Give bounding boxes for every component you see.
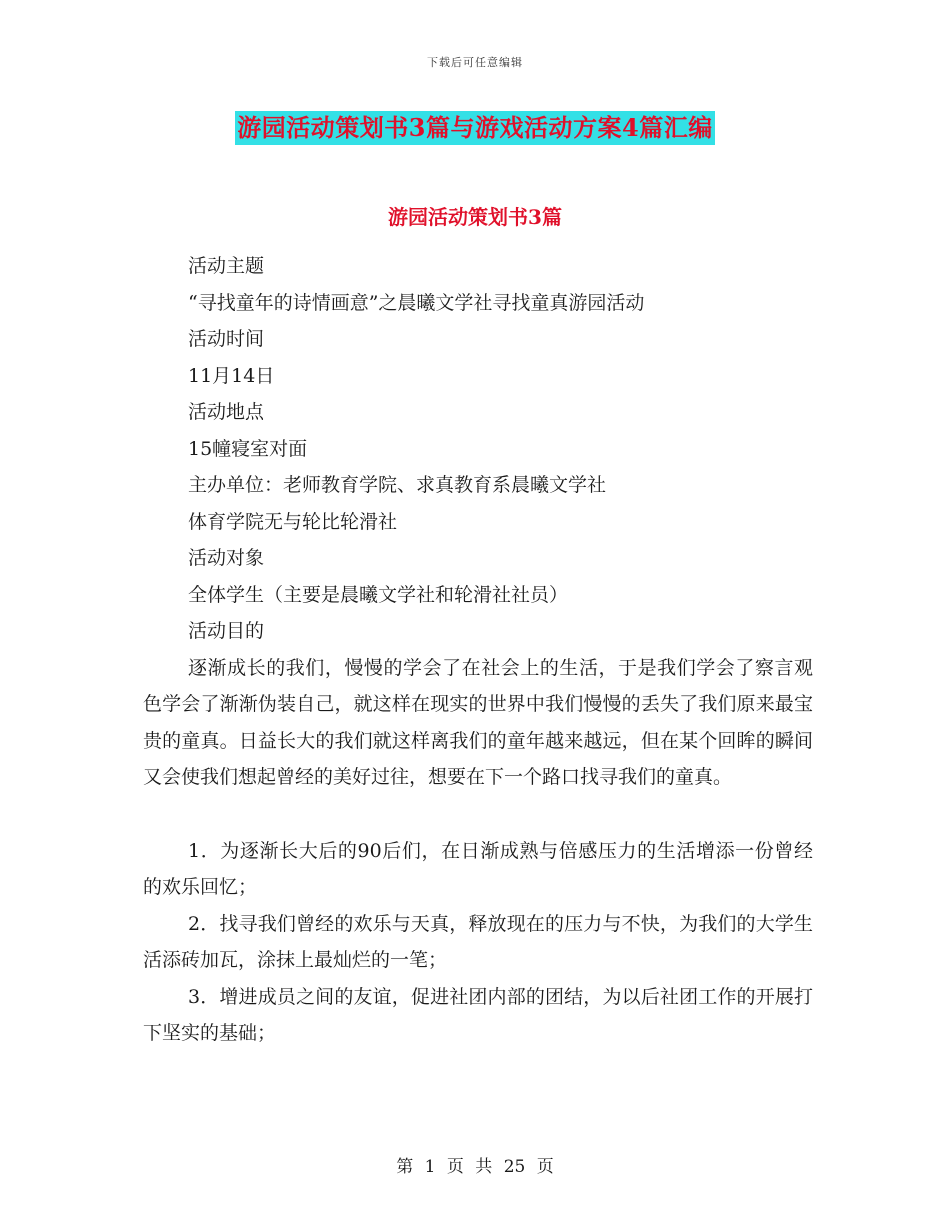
line-activity-place: 15幢寝室对面 xyxy=(188,437,308,460)
line-organizer-2: 体育学院无与轮比轮滑社 xyxy=(188,510,398,533)
line-audience: 全体学生（主要是晨曦文学社和轮滑社社员） xyxy=(188,583,569,606)
page-number: 第 1 页 共 25 页 xyxy=(396,1157,554,1177)
paragraph-goal-3: 3．增进成员之间的友谊，促进社团内部的团结，为以后社团工作的开展打下坚实的基础； xyxy=(143,985,813,1045)
line-activity-place-label: 活动地点 xyxy=(188,401,265,423)
line-purpose-label: 活动目的 xyxy=(188,620,265,642)
line-organizer: 主办单位：老师教育学院、求真教育系晨曦文学社 xyxy=(188,474,607,496)
header-note: 下载后可任意编辑 xyxy=(427,56,523,69)
line-activity-time: 11月14日 xyxy=(188,364,275,387)
line-activity-theme-label: 活动主题 xyxy=(188,255,265,277)
paragraph-goal-1: 1．为逐渐长大后的90后们，在日渐成熟与倍感压力的生活增添一份曾经的欢乐回忆； xyxy=(143,839,813,899)
section-title: 游园活动策划书3篇 xyxy=(388,205,562,229)
document-title-container xyxy=(0,111,950,145)
paragraph-purpose: 逐渐成长的我们，慢慢的学会了在社会上的生活，于是我们学会了察言观色学会了渐渐伪装自己，就这样在现实的世界中我们慢慢的丢失了我们原来最宝贵的童真。日益长大的我们就这样离我们的童年越来越远，但在某个回眸的瞬间又会使我们想起曾经的美好过往，想要在下一个路口找寻我们的童真。 xyxy=(143,656,813,789)
line-activity-theme: “寻找童年的诗情画意”之晨曦文学社寻找童真游园活动 xyxy=(188,291,645,314)
line-activity-time-label: 活动时间 xyxy=(188,328,265,350)
line-audience-label: 活动对象 xyxy=(188,547,265,569)
document-title: 游园活动策划书3篇与游戏活动方案4篇汇编 xyxy=(235,111,714,145)
paragraph-goal-2: 2．找寻我们曾经的欢乐与天真，释放现在的压力与不快，为我们的大学生活添砖加瓦，涂抹上最灿烂的一笔； xyxy=(143,912,813,972)
